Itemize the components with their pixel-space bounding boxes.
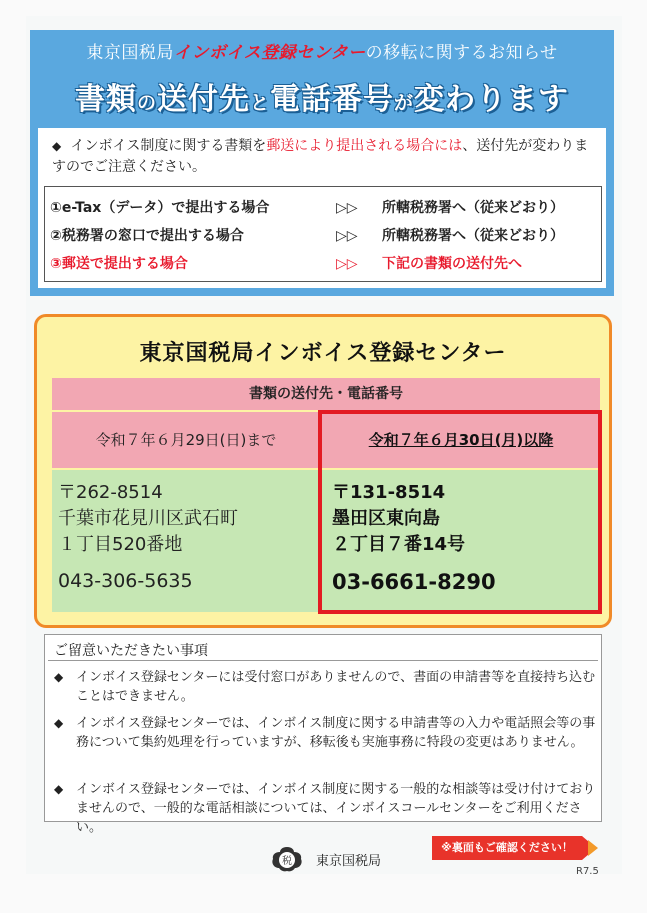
new-address: 〒131-8514 墨田区東向島 ２丁目７番14号 — [332, 482, 466, 555]
tax-bureau-logo-icon — [270, 845, 304, 873]
new-info-highlight-frame — [318, 410, 602, 614]
subtitle-post: の移転に関するお知らせ — [365, 43, 558, 63]
see-back-tag: ※裏面もご確認ください！ — [432, 836, 582, 860]
subtitle-pre: 東京国税局 — [86, 43, 174, 63]
old-phone: 043-306-5635 — [58, 570, 193, 592]
method-row-counter: ②税務署の窓口で提出する場合 ▷▷ 所轄税務署へ（従来どおり） — [50, 224, 600, 248]
old-period-header: 令和７年６月29日(日)まで — [52, 412, 320, 468]
double-arrow-icon: ▷▷ — [336, 228, 358, 244]
method-row-mail: ③郵送で提出する場合 ▷▷ 下記の書類の送付先へ — [50, 252, 600, 276]
version-label: R7.5 — [576, 866, 599, 877]
table-header: 書類の送付先・電話番号 — [52, 378, 600, 410]
double-arrow-icon: ▷▷ — [336, 200, 358, 216]
announcement-subtitle — [30, 38, 614, 63]
diamond-bullet-icon: ◆ — [54, 670, 64, 684]
diamond-bullet-icon: ◆ — [54, 782, 64, 796]
attention-item: ◆ インボイス登録センターには受付窓口がありませんので、書面の申請書等を直接持ち込むことはできません。 — [54, 670, 596, 704]
subtitle-highlight: インボイス登録センター — [173, 43, 366, 63]
diamond-bullet-icon: ◆ — [54, 716, 64, 730]
new-phone: 03-6661-8290 — [332, 570, 496, 594]
method-row-etax: ①e-Tax（データ）で提出する場合 ▷▷ 所轄税務署へ（従来どおり） — [50, 196, 600, 220]
page-title: 書類の送付先と電話番号が変わります — [74, 82, 570, 117]
old-address: 〒262-8514 千葉市花見川区武石町 １丁目520番地 — [58, 482, 238, 555]
attention-item: ◆ インボイス登録センターでは、インボイス制度に関する一般的な相談等は受け付けておりませんので、一般的な電話相談については、インボイスコールセンターをご利用ください。 — [54, 782, 596, 835]
center-name: 東京国税局インボイス登録センター — [139, 341, 507, 366]
svg-text:税: 税 — [282, 856, 292, 867]
notice-text: ◆ インボイス制度に関する書類を郵送により提出される場合には、送付先が変わりますのでご注意ください。 — [52, 138, 589, 175]
attention-item: ◆ インボイス登録センターでは、インボイス制度に関する申請書等の入力や電話照会等の事務について集約処理を行っていますが、移転後も実施事務に特段の変更はありません。 — [54, 716, 596, 750]
divider — [48, 660, 598, 661]
double-arrow-icon: ▷▷ — [336, 256, 358, 272]
diamond-bullet-icon: ◆ — [52, 139, 62, 153]
arrow-right-icon — [588, 840, 598, 856]
organization-name: 東京国税局 — [316, 854, 382, 869]
new-period-header: 令和７年６月30日(月)以降 — [322, 412, 600, 468]
attention-title: ご留意いただきたい事項 — [54, 643, 208, 659]
